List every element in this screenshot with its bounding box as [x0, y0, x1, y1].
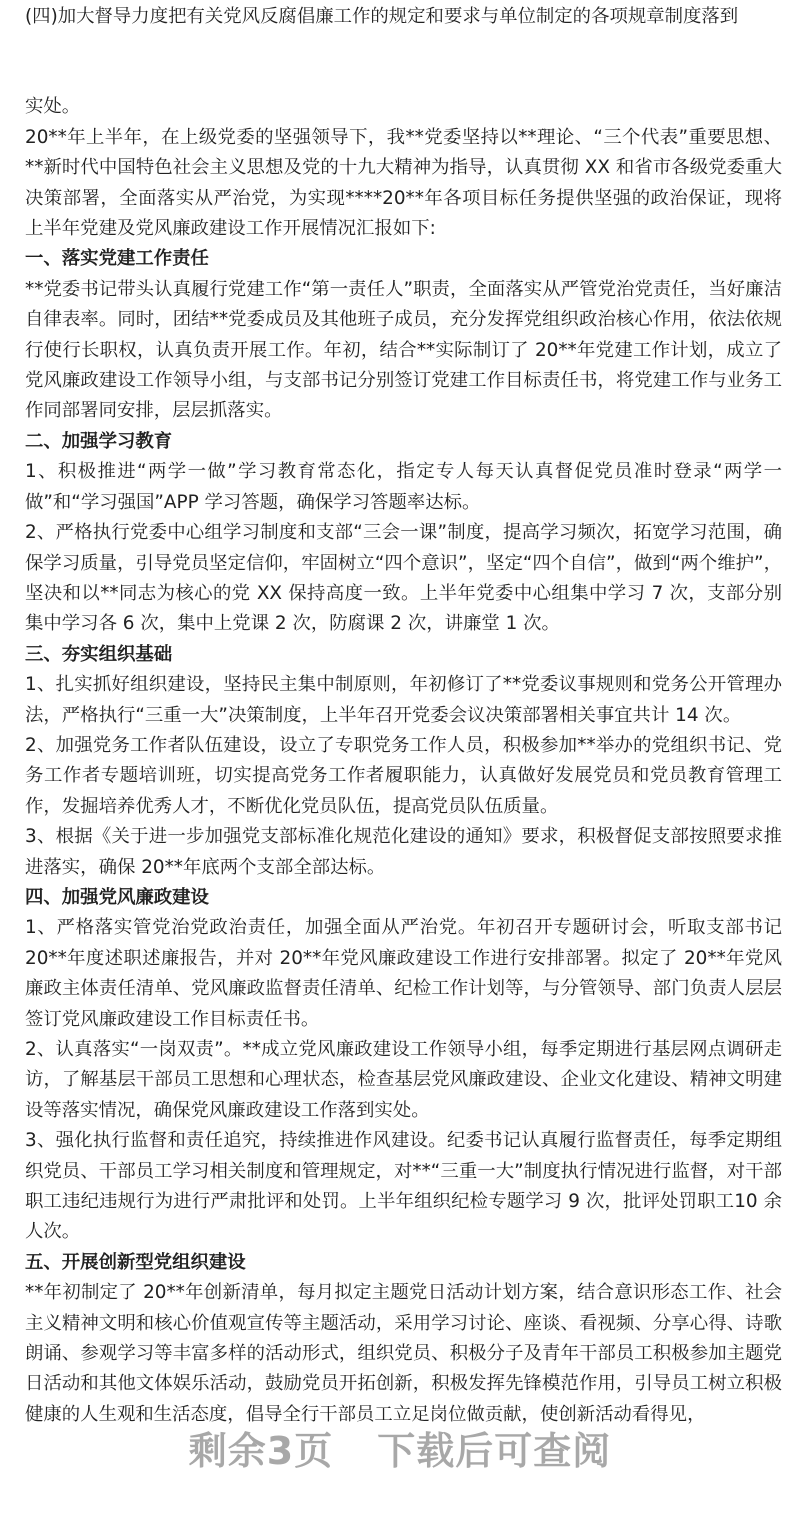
section-heading: 一、落实党建工作责任 [25, 248, 209, 270]
paragraph-line: (四)加大督导力度把有关党风反腐倡廉工作的规定和要求与单位制定的各项规章制度落到 [25, 6, 739, 27]
section-paragraph: 2、加强党务工作者队伍建设，设立了专职党务工作人员，积极参加**举办的党组织书记、党务工作者专题培训班，切实提高党务工作者履职能力，认真做好发展党员和党员教育管理工作，发掘培养优秀人才，不断优化党员队伍，提高党员队伍质量。 [25, 734, 782, 817]
paragraph-line: 实处。 [25, 96, 81, 118]
section-paragraph: **年初制定了 20**年创新清单，每月拟定主题党日活动计划方案，结合意识形态工作、社会主义精神文明和核心价值观宣传等主题活动，采用学习讨论、座谈、看视频、分享心得、诗歌朗诵、参观学习等丰富多样的活动形式，组织党员、积极分子及青年干部员工积极参加主题党日活动和其他文体娱乐活动，鼓励党员开拓创新，积极发挥先锋模范作用，引导员工树立积极健康的人生观和生活态度，倡导全行干部员工立足岗位做贡献，使创新活动看得见， [25, 1282, 782, 1425]
section-heading: 四、加强党风廉政建设 [25, 886, 209, 908]
section-paragraph: 2、严格执行党委中心组学习制度和支部“三会一课”制度，提高学习频次，拓宽学习范围，确保学习质量，引导党员坚定信仰，牢固树立“四个意识”，坚定“四个自信”，做到“两个维护”，坚决和以**同志为核心的党 XX 保持高度一致。上半年党委中心组集中学习 7 次，支部分别集中学习各 6 次，集中上党课 2 次，防腐课 2 次，讲廉堂 1 次。 [25, 522, 782, 635]
section-paragraph: 1、严格落实管党治党政治责任，加强全面从严治党。年初召开专题研讨会，听取支部书记20**年度述职述廉报告，并对 20**年党风廉政建设工作进行安排部署。拟定了 20**年党风廉政主体责任清单、党风廉政监督责任清单、纪检工作计划等，与分管领导、部门负责人层层签订党风廉政建设工作目标责任书。 [25, 917, 782, 1030]
download-to-view-label[interactable]: 下载后可查阅 [377, 1429, 612, 1473]
section-paragraph: 1、扎实抓好组织建设，坚持民主集中制原则，年初修订了**党委议事规则和党务公开管理办法，严格执行“三重一大”决策制度，上半年召开党委会议决策部署相关事宜共计 14 次。 [25, 674, 782, 726]
sections [25, 244, 782, 1430]
section-paragraph: 3、强化执行监督和责任追究，持续推进作风建设。纪委书记认真履行监督责任，每季定期组织党员、干部员工学习相关制度和管理规定，对**“三重一大”制度执行情况进行监督，对干部职工违纪违规行为进行严肃批评和处罚。上半年组织纪检专题学习 9 次，批评处罚职工10 余人次。 [25, 1130, 782, 1243]
document-body [25, 2, 782, 1430]
section-heading: 五、开展创新型党组织建设 [25, 1251, 246, 1273]
section-paragraph: 1、积极推进“两学一做”学习教育常态化，指定专人每天认真督促党员准时登录“两学一做”和“学习强国”APP 学习答题，确保学习答题率达标。 [25, 461, 782, 513]
section-paragraph: 3、根据《关于进一步加强党支部标准化规范化建设的通知》要求，积极督促支部按照要求推进落实，确保 20**年底两个支部全部达标。 [25, 826, 782, 878]
section-paragraph: 2、认真落实“一岗双责”。**成立党风廉政建设工作领导小组，每季定期进行基层网点调研走访，了解基层干部员工思想和心理状态，检查基层党风廉政建设、企业文化建设、精神文明建设等落实情况，确保党风廉政建设工作落到实处。 [25, 1039, 782, 1121]
section-paragraph: **党委书记带头认真履行党建工作“第一责任人”职责，全面落实从严管党治党责任，当好廉洁自律表率。同时，团结**党委成员及其他班子成员，充分发挥党组织政治核心作用，依法依规行使行长职权，认真负责开展工作。年初，结合**实际制订了 20**年党建工作计划，成立了党风廉政建设工作领导小组，与支部书记分别签订党建工作目标责任书，将党建工作与业务工作同部署同安排，层层抓落实。 [25, 278, 782, 422]
intro-paragraph: 20**年上半年，在上级党委的坚强领导下，我**党委坚持以**理论、“三个代表”重要思想、**新时代中国特色社会主义思想及党的十九大精神为指导，认真贯彻 XX 和省市各级党委重大决策部署，全面落实从严治党，为实现****20**年各项目标任务提供坚强的政治保证，现将上半年党建及党风廉政建设工作开展情况汇报如下: [25, 126, 782, 240]
section-heading: 三、夯实组织基础 [25, 643, 173, 665]
section-heading: 二、加强学习教育 [25, 430, 173, 452]
page-break-gap [25, 32, 782, 92]
download-banner[interactable] [0, 1420, 800, 1475]
remaining-pages-label: 剩余3页 [188, 1429, 334, 1473]
